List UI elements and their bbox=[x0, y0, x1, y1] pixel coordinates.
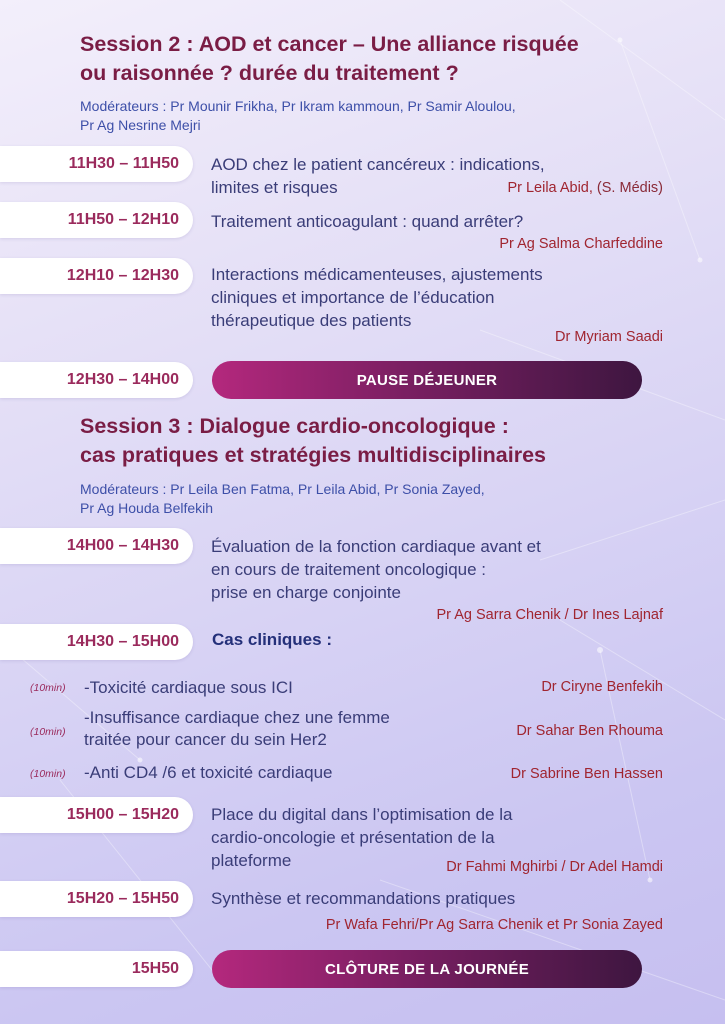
talk-title-line: Évaluation de la fonction cardiaque avant et bbox=[211, 537, 541, 556]
speaker-salma-charfeddine: Pr Ag Salma Charfeddine bbox=[499, 236, 663, 252]
talk-title-aod-cancer bbox=[211, 153, 545, 199]
session2-moderators bbox=[80, 97, 516, 135]
talk-title-line: limites et risques bbox=[211, 178, 338, 197]
session3-title-line2: cas pratiques et stratégies multidisciplinaires bbox=[80, 443, 547, 467]
talk-title-evaluation bbox=[211, 535, 541, 604]
talk-title-line: Traitement anticoagulant : quand arrêter? bbox=[211, 212, 524, 231]
session3-title bbox=[80, 412, 546, 470]
talk-title-line: Place du digital dans l’optimisation de la bbox=[211, 805, 513, 824]
case-title-anti-cd4 bbox=[84, 762, 333, 784]
speaker-chenik-lajnaf: Pr Ag Sarra Chenik / Dr Ines Lajnaf bbox=[436, 607, 663, 623]
case-title-insuffisance bbox=[84, 707, 390, 751]
talk-title-line: AOD chez le patient cancéreux : indications, bbox=[211, 155, 545, 174]
time-slot-1130: 11H30 – 11H50 bbox=[0, 146, 193, 182]
case-title-line: traitée pour cancer du sein Her2 bbox=[84, 730, 327, 749]
case-duration: (10min) bbox=[30, 682, 66, 694]
speaker-sahar-ben-rhouma: Dr Sahar Ben Rhouma bbox=[516, 723, 663, 739]
session3-title-line1: Session 3 : Dialogue cardio-oncologique : bbox=[80, 414, 509, 438]
talk-title-line: plateforme bbox=[211, 851, 292, 870]
speaker-fehri-chenik-zayed: Pr Wafa Fehri/Pr Ag Sarra Chenik et Pr Sonia Zayed bbox=[325, 917, 663, 933]
case-title-line: -Toxicité cardiaque sous ICI bbox=[84, 678, 293, 697]
closing-banner: CLÔTURE DE LA JOURNÉE bbox=[212, 950, 642, 988]
lunch-break-banner: PAUSE DÉJEUNER bbox=[212, 361, 642, 399]
time-slot-1150: 11H50 – 12H10 bbox=[0, 202, 193, 238]
case-duration: (10min) bbox=[30, 726, 66, 738]
clinical-cases-title: Cas cliniques : bbox=[212, 630, 332, 649]
session3-moderators-line2: Pr Ag Houda Belfekih bbox=[80, 500, 214, 516]
talk-title-line: cliniques et importance de l’éducation bbox=[211, 288, 495, 307]
session2-title bbox=[80, 30, 579, 88]
session2-moderators-line1: Modérateurs : Pr Mounir Frikha, Pr Ikram kammoun, Pr Samir Aloulou, bbox=[80, 98, 516, 114]
talk-title-line: Interactions médicamenteuses, ajustements bbox=[211, 265, 543, 284]
session3-moderators-line1: Modérateurs : Pr Leila Ben Fatma, Pr Leila Abid, Pr Sonia Zayed, bbox=[80, 481, 485, 497]
talk-title-line: thérapeutique des patients bbox=[211, 311, 412, 330]
talk-title-synthese bbox=[211, 887, 515, 910]
talk-title-line: en cours de traitement oncologique : bbox=[211, 560, 487, 579]
talk-title-interactions bbox=[211, 263, 543, 332]
talk-title-line: cardio-oncologie et présentation de la bbox=[211, 828, 495, 847]
speaker-sabrine-ben-hassen: Dr Sabrine Ben Hassen bbox=[510, 766, 663, 782]
time-slot-lunch: 12H30 – 14H00 bbox=[0, 362, 193, 398]
case-title-line: -Insuffisance cardiaque chez une femme bbox=[84, 708, 390, 727]
speaker-mghirbi-hamdi: Dr Fahmi Mghirbi / Dr Adel Hamdi bbox=[446, 859, 663, 875]
case-title-line: -Anti CD4 /6 et toxicité cardiaque bbox=[84, 763, 333, 782]
session3-moderators bbox=[80, 480, 485, 518]
talk-title-line: prise en charge conjointe bbox=[211, 583, 401, 602]
talk-title-line: Synthèse et recommandations pratiques bbox=[211, 889, 516, 908]
case-duration: (10min) bbox=[30, 768, 66, 780]
session2-moderators-line2: Pr Ag Nesrine Mejri bbox=[80, 117, 201, 133]
session2-title-line1: Session 2 : AOD et cancer – Une alliance risquée bbox=[80, 32, 579, 56]
talk-title-anticoagulant bbox=[211, 210, 523, 233]
time-slot-1520: 15H20 – 15H50 bbox=[0, 881, 193, 917]
speaker-leila-abid bbox=[507, 180, 663, 196]
time-slot-1210: 12H10 – 12H30 bbox=[0, 258, 193, 294]
time-slot-closing: 15H50 bbox=[0, 951, 193, 987]
time-slot-1430: 14H30 – 15H00 bbox=[0, 624, 193, 660]
speaker-myriam-saadi: Dr Myriam Saadi bbox=[555, 329, 663, 345]
speaker-name: Pr Leila Abid, bbox=[507, 180, 593, 196]
time-slot-1400: 14H00 – 14H30 bbox=[0, 528, 193, 564]
session2-title-line2: ou raisonnée ? durée du traitement ? bbox=[80, 61, 459, 85]
case-title-ici bbox=[84, 677, 293, 699]
speaker-affiliation: (S. Médis) bbox=[592, 180, 663, 196]
speaker-ciryne-benfekih: Dr Ciryne Benfekih bbox=[541, 679, 663, 695]
time-slot-1500: 15H00 – 15H20 bbox=[0, 797, 193, 833]
